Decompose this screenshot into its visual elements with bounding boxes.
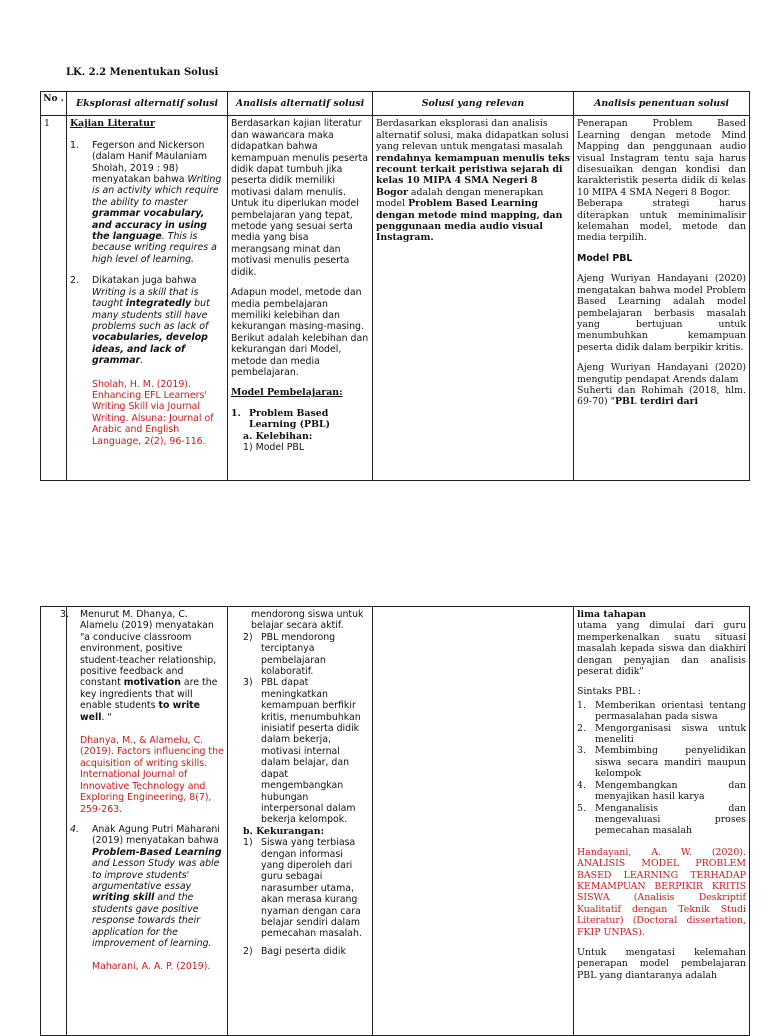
cell-penentuan: Penerapan Problem Based Learning dengan metode Mind Mapping dan penggunaan audio visual Instagram tentu saja harus disesuaikan dengan kondisi dan karakteristik peserta didik di kelas 10 MIPA 4 SMA Negeri 8 Bogor. Beberapa strategi harus diterapkan untuk meminimalisir kelemahan model, metode dan media terpilih. Model PBL Ajeng Wuriyan Handayani (2020) mengatakan bahwa model Problem Based Learning adalah model pembelajaran berbasis masalah yang bertujuan untuk menumbuhkan kemampuan peserta didik dalam berpikir kritis. Ajeng Wuriyan Handayani (2020) mengutip pendapat Arends dalam Suherti dan Rohimah (2018, hlm. 69-70) "PBL terdiri dari <box>574 116 750 481</box>
list-item: 5. Menganalisis dan mengevaluasi proses pemecahan masalah <box>577 802 746 837</box>
list-item: 3. Membimbing penyelidikan siswa secara mandiri maupun kelompok <box>577 745 746 780</box>
list-item: 4. Mengembangkan dan menyajikan hasil karya <box>577 779 746 803</box>
cell-penentuan-cont: lima tahapan utama yang dimulai dari guru memperkenalkan suatu situasi masalah kepada siswa dan diakhiri dengan penyajian dan analisis peserat didik" Sintaks PBL : 1. Memberikan orientasi tentang permasalahan pada siswa 2. Mengorganisasi siswa untuk meneliti 3. Membimbing penyelidikan siswa secara mandiri maupun kelompok 4. Mengembangkan dan menyajikan hasil karya 5. Menganalisis dan mengevaluasi proses pemecahan masalah Handayani, A. W. (2020). ANALISIS MODEL PROBLEM BASED LEARNING TERHADAP KEMAMPUAN BERPIKIR KRITIS SISWA (Analisis Deskriptif Kualitatif dengan Teknik Studi Literatur) (Doctoral dissertation, FKIP UNPAS). Untuk mengatasi kelemahan penerapan model pembelajaran PBL yang diantaranya adalah <box>574 607 750 1036</box>
table-header-row <box>41 92 750 116</box>
page-title: LK. 2.2 Menentukan Solusi <box>66 67 219 78</box>
cell-analisis-cont: mendorong siswa untuk belajar secara aktif. 2) PBL mendorong terciptanya pembelajaran kolaboratif. 3) PBL dapat meningkatkan kemampuan berfikir kritis, menumbuhkan inisiatif peserta didik dalam bekerja, motivasi internal dalam belajar, dan dapat mengembangkan hubungan interpersonal dalam bekerja kelompok. b. Kekurangan: 1) Siswa yang terbiasa dengan informasi yang diperoleh dari guru sebagai narasumber utama, akan merasa kurang nyaman dengan cara belajar sendiri dalam pemecahan masalah. 2) Bagi peserta didik <box>228 607 373 1036</box>
kajian-heading: Kajian Literatur <box>70 118 155 130</box>
list-item: 3. Menurut M. Dhanya, C. Alamelu (2019) menyatakan "a conducive classroom environment, positive student-teacher relationship, positive feedback and constant motivation are the key ingredients that will enable students to write well. " Dhanya, M., & Alamelu, C. (2019). Factors influencing the acquisition of writing skills. International Journal of Innovative Technology and Exploring Engineering, 8(7), 259-263. <box>60 609 224 815</box>
solution-table-part1 <box>40 91 750 481</box>
header-penentuan: Analisis penentuan solusi <box>574 92 750 116</box>
cell-eksplorasi-cont <box>60 607 228 1036</box>
list-item: 2. Mengorganisasi siswa untuk meneliti <box>577 722 746 746</box>
header-no: No . <box>41 92 67 116</box>
reference-text: Handayani, A. W. (2020). ANALISIS MODEL PROBLEM BASED LEARNING TERHADAP KEMAMPUAN BERPIKIR KRITIS SISWA (Analisis Deskriptif Kualitatif dengan Teknik Studi Literatur) (Doctoral dissertation, FKIP UNPAS). <box>577 846 746 938</box>
row-number: 1 <box>41 116 67 481</box>
list-item: 1. Memberikan orientasi tentang permasalahan pada siswa <box>577 699 746 723</box>
list-item: 2. Dikatakan juga bahwa Writing is a skill that is taught integratedly but many students still have problems such as lack of vocabularies, develop ideas, and lack of grammar. Sholah, H. M. (2019). Enhancing EFL Learners' Writing Skill via Journal Writing. Alsuna: Journal of Arabic and English Language, 2(2), 96-116. <box>70 275 224 456</box>
cell-solusi-cont <box>373 607 574 1036</box>
reference-text: Dhanya, M., & Alamelu, C. (2019). Factors influencing the acquisition of writing skills. International Journal of Innovative Technology and Exploring Engineering, 8(7), 259-263. <box>80 735 224 815</box>
list-item: 1. Fegerson and Nickerson (dalam Hanif Maulaniam Sholah, 2019 : 98) menyatakan bahwa Writing is an activity which require the ability to master grammar vocabulary, and accuracy in using the language. This is because writing requires a high level of learning. <box>70 139 222 265</box>
cell-analisis: Berdasarkan kajian literatur dan wawancara maka didapatkan bahwa kemampuan menulis peserta didik dapat tumbuh jika peserta didik memiliki motivasi dalam menulis. Untuk itu diperlukan model pembelajaran yang tepat, metode yang sesuai serta media yang bisa merangsang minat dan motivasi menulis peserta didik. Adapun model, metode dan media pembelajaran memiliki kelebihan dan kekurangan masing-masing. Berikut adalah kelebihan dan kekurangan dari Model, metode dan media pembelajaran. Model Pembelajaran: 1. Problem Based Learning (PBL) a. Kelebihan: 1) Model PBL <box>228 116 373 481</box>
table-row <box>41 607 750 1036</box>
solution-table-part2 <box>40 606 750 1036</box>
header-analisis: Analisis alternatif solusi <box>228 92 373 116</box>
table-row <box>41 116 750 481</box>
list-item: 4. Anak Agung Putri Maharani (2019) menyatakan bahwa Problem-Based Learning and Lesson Study was able to improve students' argumentative essay writing skill and the students gave positive response towards their application for the improvement of learning. Maharani, A. A. P. (2019). <box>70 824 224 982</box>
cell-eksplorasi <box>67 116 228 481</box>
reference-text: Sholah, H. M. (2019). Enhancing EFL Learners' Writing Skill via Journal Writing. Alsuna: Journal of Arabic and English Language, 2(2), 96-116. <box>92 378 214 447</box>
header-solusi: Solusi yang relevan <box>373 92 574 116</box>
cell-solusi: Berdasarkan eksplorasi dan analisis alternatif solusi, maka didapatkan solusi yang relevan untuk mengatasi masalah rendahnya kemampuan menulis teks recount terkait peristiwa sejarah di kelas 10 MIPA 4 SMA Negeri 8 Bogor adalah dengan menerapkan model Problem Based Learning dengan metode mind mapping, dan penggunaan media audio visual Instagram. <box>373 116 574 481</box>
reference-text: Maharani, A. A. P. (2019). <box>92 961 211 973</box>
header-eksplorasi: Eksplorasi alternatif solusi <box>67 92 228 116</box>
